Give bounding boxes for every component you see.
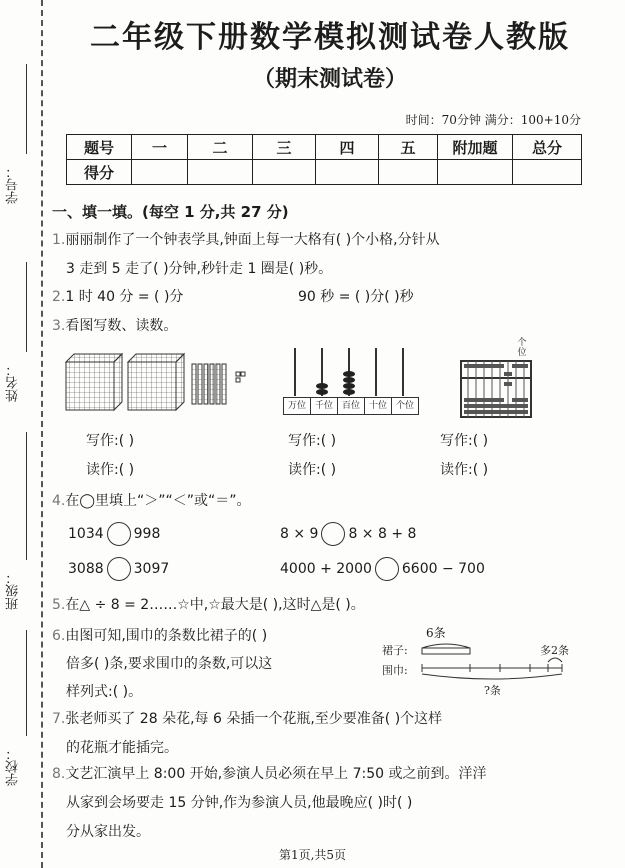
question-2 (52, 286, 183, 306)
school-line (26, 630, 27, 736)
score-header: 五 (379, 135, 438, 160)
place-label: 千位 (310, 397, 338, 415)
question-3 (52, 315, 177, 335)
score-header: 总分 (513, 135, 582, 160)
name-line (26, 262, 27, 352)
score-row (67, 160, 582, 185)
compare-circle[interactable] (107, 522, 131, 546)
compare-left: 3088 (68, 561, 104, 577)
question-text: 丽丽制作了一个钟表学具,钟面上每一大格有( )个小格,分针从 (65, 232, 440, 248)
diagram-scarf-label: 围巾: (382, 664, 408, 677)
question-6-line2: 倍多( )条,要求围巾的条数,可以这 (66, 656, 273, 672)
abacus-image (460, 360, 532, 418)
question-6-line3: 样列式:( )。 (66, 684, 143, 700)
place-label: 百位 (337, 397, 365, 415)
write-answer-2[interactable]: 写作:( ) (288, 433, 337, 449)
line-segment-diagram (414, 638, 584, 686)
diagram-more-label: 多2条 (540, 644, 569, 657)
time-info: 时间：70分钟 满分：100+10分 (405, 113, 581, 127)
question-text: 看图写数、读数。 (65, 318, 178, 334)
compare-circle[interactable] (321, 522, 345, 546)
score-header: 题号 (67, 135, 132, 160)
question-8-line2: 从家到会场要走 15 分钟,作为参演人员,他最晚应( )时( ) (66, 795, 413, 811)
read-answer-3[interactable]: 读作:( ) (440, 462, 489, 478)
page-title: 二年级下册数学模拟测试卷人教版 (90, 20, 570, 55)
score-cell[interactable] (253, 160, 316, 185)
question-number: 6. (52, 628, 66, 644)
page-footer: 第1页,共5页 (278, 848, 347, 862)
thousand-cube-icon (128, 354, 184, 410)
question-text: 1 时 40 分 = ( )分 (65, 289, 184, 305)
place-label: 十位 (364, 397, 392, 415)
question-4 (52, 490, 251, 510)
compare-a (68, 522, 160, 546)
read-answer-2[interactable]: 读作:( ) (288, 462, 337, 478)
diagram-six-label: 6条 (426, 626, 446, 640)
question-number: 8. (52, 766, 66, 782)
question-1 (52, 229, 440, 249)
binding-line (41, 0, 43, 868)
compare-c (68, 557, 169, 581)
question-number: 7. (52, 711, 66, 727)
abacus-place-label: 个位 (517, 338, 527, 358)
question-text: 在◯里填上“＞”“＜”或“＝”。 (65, 493, 251, 509)
question-6 (52, 625, 267, 645)
section-heading: 一、填一填。(每空 1 分,共 27 分) (52, 203, 289, 221)
question-7-line2: 的花瓶才能插完。 (66, 740, 178, 756)
compare-right: 3097 (133, 561, 170, 577)
ten-rods-icon (192, 364, 226, 404)
compare-circle[interactable] (107, 557, 131, 581)
score-header-row (67, 135, 582, 160)
unit-cubes-icon (236, 372, 245, 382)
score-header: 二 (188, 135, 253, 160)
question-text: 在△ ÷ 8 = 2……☆中,☆最大是( ),这时△是( )。 (65, 597, 365, 613)
question-2-right: 90 秒 = ( )分( )秒 (298, 289, 414, 305)
score-cell[interactable] (513, 160, 582, 185)
score-cell[interactable] (132, 160, 188, 185)
compare-left: 4000 + 2000 (280, 561, 372, 577)
read-answer-1[interactable]: 读作:( ) (86, 462, 135, 478)
compare-right: 998 (133, 526, 161, 542)
score-cell[interactable] (438, 160, 513, 185)
compare-circle[interactable] (375, 557, 399, 581)
question-text: 张老师买了 28 朵花,每 6 朵插一个花瓶,至少要准备( )个这样 (65, 711, 443, 727)
diagram-skirt-label: 裙子: (382, 644, 408, 657)
name-label: 姓名： (6, 363, 21, 403)
question-1-line2: 3 走到 5 走了( )分钟,秒针走 1 圈是( )秒。 (66, 261, 333, 277)
score-header: 四 (316, 135, 379, 160)
question-5 (52, 594, 365, 614)
question-text: 由图可知,围巾的条数比裙子的( ) (65, 628, 268, 644)
page-subtitle: （期末测试卷） (252, 66, 407, 92)
score-cell[interactable] (316, 160, 379, 185)
question-number: 3. (52, 318, 66, 334)
compare-left: 8 × 9 (280, 526, 319, 542)
place-label: 个位 (391, 397, 419, 415)
compare-b (280, 522, 416, 546)
student-id-line (26, 64, 27, 154)
place-label: 万位 (283, 397, 311, 415)
compare-right: 8 × 8 + 8 (348, 526, 417, 542)
question-8 (52, 763, 487, 783)
score-cell[interactable] (379, 160, 438, 185)
score-table (66, 134, 582, 185)
question-8-line3: 分从家出发。 (66, 824, 150, 840)
question-number: 5. (52, 597, 66, 613)
compare-left: 1034 (68, 526, 104, 542)
base-ten-blocks-image (64, 352, 254, 412)
question-number: 4. (52, 493, 66, 509)
compare-d (280, 557, 485, 581)
counting-frame-image (283, 344, 417, 398)
class-line (26, 432, 27, 560)
student-id-label: 学号： (6, 165, 21, 205)
compare-right: 6600 − 700 (401, 561, 485, 577)
write-answer-1[interactable]: 写作:( ) (86, 433, 135, 449)
school-label: 学校： (6, 747, 21, 787)
write-answer-3[interactable]: 写作:( ) (440, 433, 489, 449)
thousand-cube-icon (66, 354, 122, 410)
class-label: 班级： (6, 571, 21, 611)
question-number: 2. (52, 289, 66, 305)
score-header: 三 (253, 135, 316, 160)
question-number: 1. (52, 232, 66, 248)
score-header: 一 (132, 135, 188, 160)
diagram-question-label: ?条 (484, 684, 501, 697)
question-text: 文艺汇演早上 8:00 开始,参演人员必须在早上 7:50 或之前到。洋洋 (65, 766, 487, 782)
score-row-label: 得分 (67, 160, 132, 185)
score-cell[interactable] (188, 160, 253, 185)
question-7 (52, 708, 442, 728)
score-header: 附加题 (438, 135, 513, 160)
